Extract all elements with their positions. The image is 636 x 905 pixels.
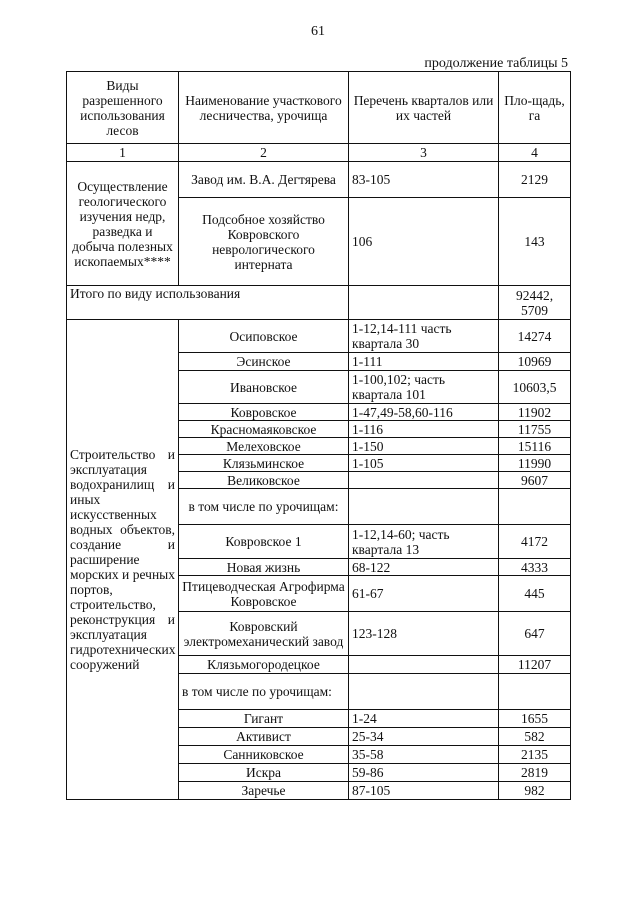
forestry-name-cell: Птицеводческая Агрофирма Ковровское <box>179 576 349 612</box>
forest-use-table <box>66 71 571 800</box>
forestry-name-cell: Ковровский электромеханический завод <box>179 612 349 656</box>
quarters-cell: 1-100,102; часть квартала 101 <box>349 371 499 404</box>
total-row <box>67 286 571 320</box>
use-type-cell: Строительство и эксплуатация водохранилищ и иных искусственных водных объектов, создание и расширение морских и речных портов, строительство, реконструкция и эксплуатация гидротехнических сооружений <box>67 320 179 800</box>
total-area: 92442, 5709 <box>499 286 571 320</box>
forestry-name-cell: Мелеховское <box>179 438 349 455</box>
column-number: 3 <box>349 144 499 162</box>
quarters-cell: 61-67 <box>349 576 499 612</box>
quarters-cell: 1-24 <box>349 710 499 728</box>
forestry-name-cell: Эсинское <box>179 353 349 371</box>
area-cell: 4172 <box>499 525 571 559</box>
forestry-name-cell: Осиповское <box>179 320 349 353</box>
quarters-cell: 1-12,14-111 часть квартала 30 <box>349 320 499 353</box>
quarters-cell: 25-34 <box>349 728 499 746</box>
quarters-cell: 35-58 <box>349 746 499 764</box>
page-number: 61 <box>311 24 325 39</box>
area-cell: 2819 <box>499 764 571 782</box>
forestry-name-cell: Ивановское <box>179 371 349 404</box>
quarters-cell: 1-116 <box>349 421 499 438</box>
quarters-cell: 123-128 <box>349 612 499 656</box>
area-cell: 445 <box>499 576 571 612</box>
header-use-type: Виды разрешенного использования лесов <box>67 72 179 144</box>
area-cell: 1655 <box>499 710 571 728</box>
table-row <box>67 320 571 353</box>
forestry-name-cell: Заречье <box>179 782 349 800</box>
area-cell: 143 <box>499 198 571 286</box>
column-number: 1 <box>67 144 179 162</box>
forestry-name-cell: Ковровское <box>179 404 349 421</box>
forestry-name-cell: Гигант <box>179 710 349 728</box>
forestry-name-cell: Завод им. В.А. Дегтярева <box>179 162 349 198</box>
quarters-cell: 106 <box>349 198 499 286</box>
forestry-name-cell: Активист <box>179 728 349 746</box>
quarters-cell: 1-150 <box>349 438 499 455</box>
area-cell: 11207 <box>499 656 571 674</box>
quarters-cell: 83-105 <box>349 162 499 198</box>
column-number: 4 <box>499 144 571 162</box>
area-cell: 4333 <box>499 559 571 576</box>
quarters-cell <box>349 489 499 525</box>
area-cell: 11902 <box>499 404 571 421</box>
area-cell: 982 <box>499 782 571 800</box>
quarters-cell: 1-12,14-60; часть квартала 13 <box>349 525 499 559</box>
use-type-cell: Осуществление геологического изучения недр, разведка и добыча полезных ископаемых**** <box>67 162 179 286</box>
quarters-cell: 1-105 <box>349 455 499 472</box>
area-cell: 11755 <box>499 421 571 438</box>
forestry-name-cell: Искра <box>179 764 349 782</box>
subsection-label: в том числе по урочищам: <box>179 489 349 525</box>
area-cell: 9607 <box>499 472 571 489</box>
table-header-row <box>67 72 571 144</box>
area-cell: 2129 <box>499 162 571 198</box>
forestry-name-cell: Великовское <box>179 472 349 489</box>
subsection-label: в том числе по урочищам: <box>179 674 349 710</box>
total-label: Итого по виду использования <box>67 286 349 320</box>
area-cell: 15116 <box>499 438 571 455</box>
column-number-row <box>67 144 571 162</box>
column-number: 2 <box>179 144 349 162</box>
area-cell: 10969 <box>499 353 571 371</box>
table-continuation-label: продолжение таблицы 5 <box>424 56 568 71</box>
quarters-cell: 1-47,49-58,60-116 <box>349 404 499 421</box>
area-cell: 647 <box>499 612 571 656</box>
header-quarters: Перечень кварталов или их частей <box>349 72 499 144</box>
quarters-cell: 1-111 <box>349 353 499 371</box>
quarters-cell <box>349 674 499 710</box>
area-cell: 11990 <box>499 455 571 472</box>
header-area: Пло-щадь, га <box>499 72 571 144</box>
forestry-name-cell: Новая жизнь <box>179 559 349 576</box>
area-cell: 2135 <box>499 746 571 764</box>
table-row <box>67 162 571 198</box>
total-quarters-cell <box>349 286 499 320</box>
area-cell: 582 <box>499 728 571 746</box>
area-cell <box>499 674 571 710</box>
quarters-cell: 87-105 <box>349 782 499 800</box>
area-cell: 14274 <box>499 320 571 353</box>
forestry-name-cell: Санниковское <box>179 746 349 764</box>
quarters-cell: 59-86 <box>349 764 499 782</box>
forestry-name-cell: Клязьминское <box>179 455 349 472</box>
forestry-name-cell: Ковровское 1 <box>179 525 349 559</box>
forestry-name-cell: Красномаяковское <box>179 421 349 438</box>
area-cell <box>499 489 571 525</box>
quarters-cell: 68-122 <box>349 559 499 576</box>
quarters-cell <box>349 656 499 674</box>
forestry-name-cell: Подсобное хозяйство Ковровского неврологического интерната <box>179 198 349 286</box>
area-cell: 10603,5 <box>499 371 571 404</box>
quarters-cell <box>349 472 499 489</box>
header-forestry-name: Наименование участкового лесничества, урочища <box>179 72 349 144</box>
forestry-name-cell: Клязьмогородецкое <box>179 656 349 674</box>
